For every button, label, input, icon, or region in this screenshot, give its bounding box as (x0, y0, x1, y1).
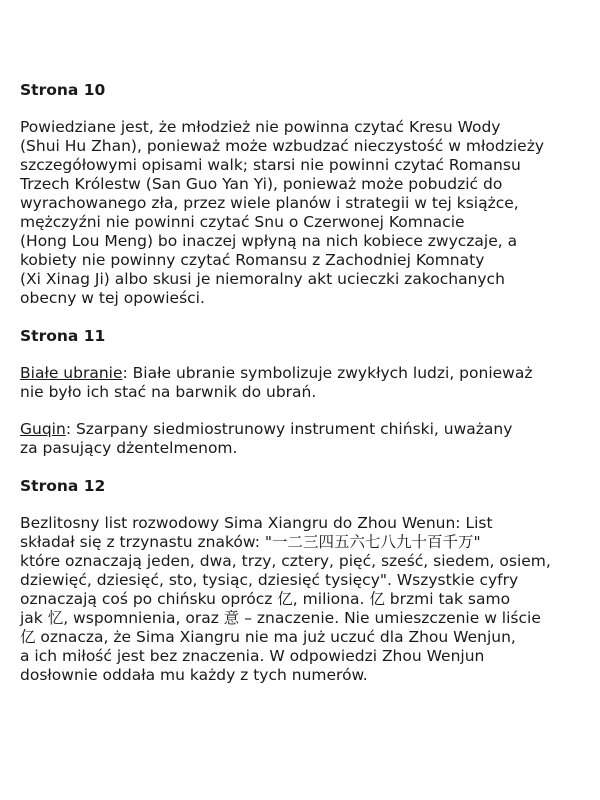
glossary-entry (20, 364, 580, 402)
glossary-definition: : Białe ubranie symbolizuje zwykłych ludzi, ponieważ (122, 364, 533, 382)
section-strona-10 (20, 80, 580, 308)
glossary-term: Białe ubranie (20, 364, 123, 382)
paragraph-line: a ich miłość jest bez znaczenia. W odpowiedzi Zhou Wenjun (20, 647, 485, 665)
paragraph-line: (Xi Xinag Ji) albo skusi je niemoralny akt ucieczki zakochanych (20, 270, 505, 288)
document-page (20, 80, 580, 703)
paragraph-line: dziewięć, dziesięć, sto, tysiąc, dziesięć tysięcy". Wszystkie cyfry (20, 571, 519, 589)
paragraph-line: Trzech Królestw (San Guo Yan Yi), ponieważ może pobudzić do (20, 175, 503, 193)
glossary-term: Guqin (20, 420, 66, 438)
glossary-definition: nie było ich stać na barwnik do ubrań. (20, 383, 317, 401)
paragraph-line: mężczyźni nie powinni czytać Snu o Czerwonej Komnacie (20, 213, 465, 231)
section-heading: Strona 12 (20, 477, 106, 495)
paragraph-line: (Hong Lou Meng) bo inaczej wpłyną na nich kobiece zwyczaje, a (20, 232, 518, 250)
glossary-definition: : Szarpany siedmiostrunowy instrument chiński, uważany (65, 420, 513, 438)
paragraph-line: oznaczają coś po chińsku oprócz 亿, miliona. 亿 brzmi tak samo (20, 590, 511, 608)
paragraph-line: wyrachowanego zła, przez wiele planów i strategii w tej książce, (20, 194, 519, 212)
section-strona-11 (20, 326, 580, 458)
paragraph-line: 亿 oznacza, że Sima Xiangru nie ma już uczuć dla Zhou Wenjun, (20, 628, 516, 646)
section-paragraph (20, 514, 580, 685)
section-heading: Strona 11 (20, 327, 106, 345)
paragraph-line: obecny w tej opowieści. (20, 289, 205, 307)
paragraph-line: dosłownie oddała mu każdy z tych numerów. (20, 666, 368, 684)
paragraph-line: szczegółowymi opisami walk; starsi nie powinni czytać Romansu (20, 156, 521, 174)
paragraph-line: Powiedziane jest, że młodzież nie powinna czytać Kresu Wody (20, 118, 501, 136)
paragraph-line: kobiety nie powinny czytać Romansu z Zachodniej Komnaty (20, 251, 485, 269)
section-strona-12 (20, 476, 580, 685)
section-paragraph (20, 118, 580, 308)
section-heading: Strona 10 (20, 81, 106, 99)
glossary-entry (20, 420, 580, 458)
paragraph-line: Bezlitosny list rozwodowy Sima Xiangru do Zhou Wenun: List (20, 514, 493, 532)
paragraph-line: (Shui Hu Zhan), ponieważ może wzbudzać nieczystość w młodzieży (20, 137, 545, 155)
paragraph-line: które oznaczają jeden, dwa, trzy, cztery, pięć, sześć, siedem, osiem, (20, 552, 551, 570)
paragraph-line: składał się z trzynastu znaków: "一二三四五六七八九十百千万" (20, 533, 481, 551)
paragraph-line: jak 忆, wspomnienia, oraz 意 – znaczenie. Nie umieszczenie w liście (20, 609, 541, 627)
glossary-definition: za pasujący dżentelmenom. (20, 439, 238, 457)
